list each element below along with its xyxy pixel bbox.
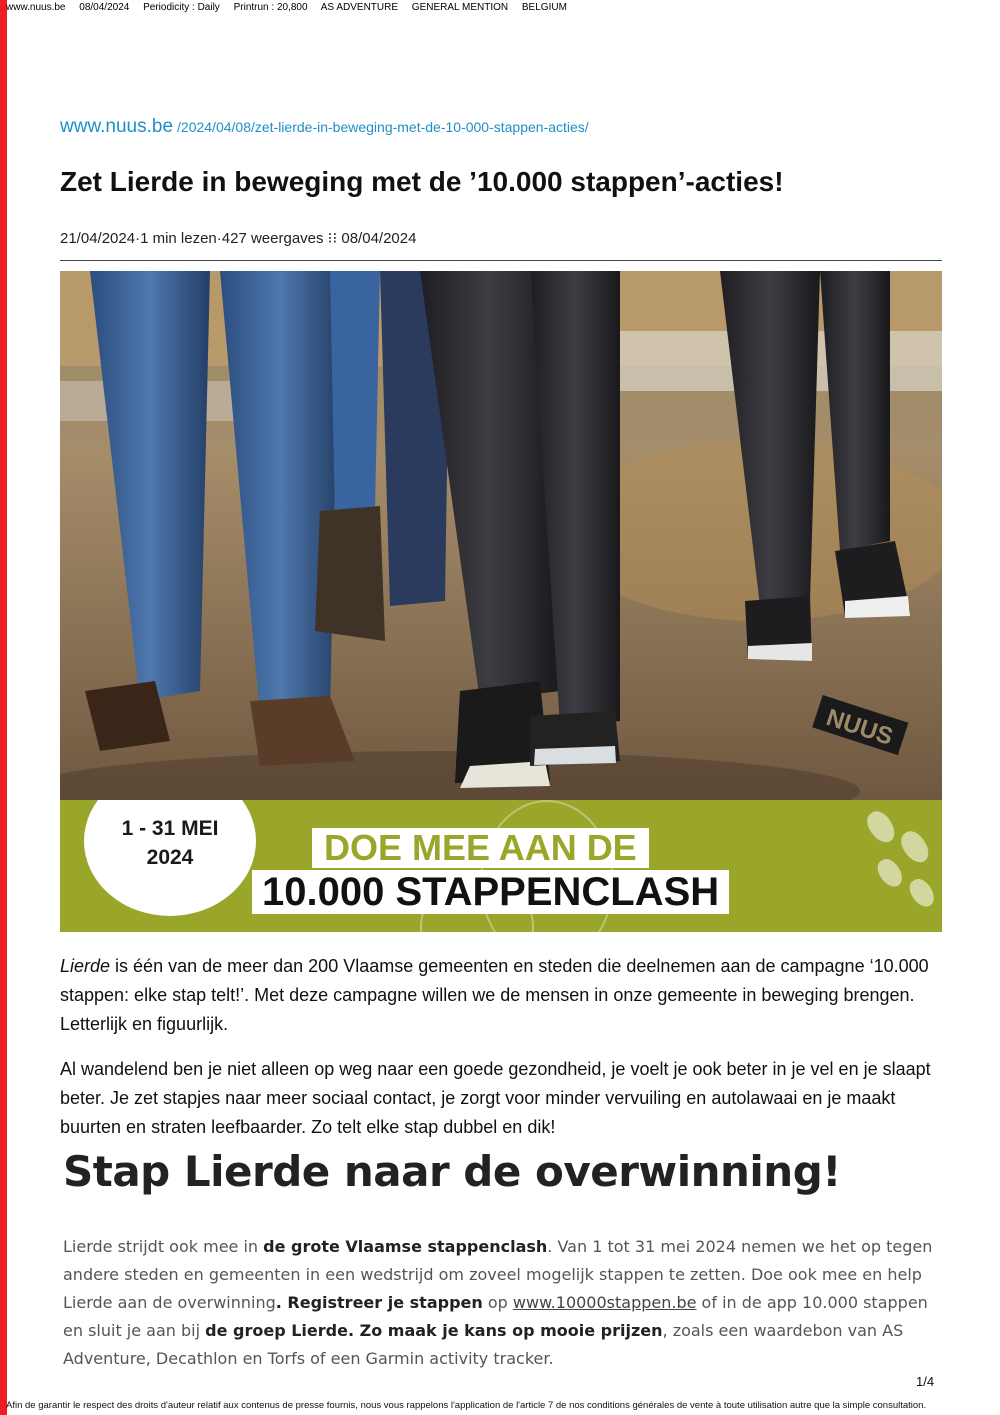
mention-type: GENERAL MENTION (411, 2, 509, 13)
banner-date-range: 1 - 31 MEI (121, 817, 219, 840)
contest-text: , zoals een waardebon van AS Adventure, Decathlon en Torfs of een Garmin activity tracker. (63, 1321, 904, 1368)
article-meta: 21/04/2024·1 min lezen·427 weergaves ⁝⁝ 08/04/2024 (60, 230, 417, 247)
footprint-icon (862, 807, 900, 847)
url-domain[interactable]: www.nuus.be (60, 116, 174, 137)
paragraph-intro-em: Lierde (60, 956, 111, 976)
nuus-watermark: NUUS (823, 704, 897, 751)
section-heading: Stap Lierde naar de overwinning! (63, 1147, 841, 1196)
paragraph-intro (60, 952, 942, 1039)
banner-year: 2024 (146, 846, 194, 869)
red-margin-bar (0, 0, 7, 1415)
press-clipping-header (6, 2, 578, 13)
walking-people-photo (60, 271, 942, 800)
contest-text: op (482, 1293, 513, 1312)
url-path[interactable]: /2024/04/08/zet-lierde-in-beweging-met-de-10-000-stappen-acties/ (177, 119, 589, 135)
article-url[interactable] (60, 116, 589, 138)
stappen-link[interactable]: www.10000stappen.be (512, 1293, 697, 1312)
clipping-date: 08/04/2024 (79, 2, 130, 13)
footprint-icon (905, 875, 939, 911)
contest-bold: de groep Lierde. Zo maak je kans op mooie prijzen (205, 1321, 663, 1340)
article-title: Zet Lierde in beweging met de ’10.000 stappen’-acties! (60, 166, 784, 197)
paragraph-intro-text: is één van de meer dan 200 Vlaamse gemeenten en steden die deelnemen aan de campagne ‘10.000 stappen: elke stap telt!’. Met deze campagne willen we de mensen in onze gemeente in beweging brengen. Letterlijk en figuurlijk. (60, 956, 929, 1034)
footprint-icon (873, 855, 907, 891)
footprint-icon (896, 827, 934, 867)
stappenclash-banner (60, 800, 942, 932)
printrun: Printrun : 20,800 (233, 2, 308, 13)
contest-text: of in de app 10.000 stappen en sluit je aan bij (63, 1293, 928, 1340)
banner-line-1: DOE MEE AAN DE (312, 828, 649, 868)
country: BELGIUM (521, 2, 567, 13)
client-name: AS ADVENTURE (320, 2, 399, 13)
copyright-disclaimer: Afin de garantir le respect des droits d'auteur relatif aux contenus de presse fournis, nous vous rappelons l'application de l'article 7 de nos conditions générales de vente à toute utilisation autre que la simple consultation. (6, 1400, 927, 1411)
periodicity: Periodicity : Daily (143, 2, 220, 13)
banner-line-2: 10.000 STAPPENCLASH (252, 870, 729, 914)
contest-text: . Van 1 tot 31 mei 2024 nemen we het op tegen andere steden en gemeenten in een wedstrijd om zoveel mogelijk stappen te zetten. Doe ook mee en help Lierde aan de overwinning (63, 1237, 933, 1312)
paragraph-contest (63, 1233, 933, 1373)
paragraph-benefits: Al wandelend ben je niet alleen op weg naar een goede gezondheid, je voelt je ook beter in je vel en je slaapt beter. Je zet stapjes naar meer sociaal contact, je zorgt voor minder vervuiling en autolawaai en je maakt buurten en straten leefbaarder. Zo telt elke stap dubbel en dik! (60, 1059, 931, 1137)
banner-dates (84, 814, 256, 872)
contest-text: Lierde strijdt ook mee in (63, 1237, 264, 1256)
page-number: 1/4 (916, 1374, 935, 1389)
contest-bold: de grote Vlaamse stappenclash (263, 1237, 548, 1256)
divider (60, 260, 942, 261)
contest-bold: . Registreer je stappen (275, 1293, 483, 1312)
source-name: www.nuus.be (6, 2, 66, 13)
